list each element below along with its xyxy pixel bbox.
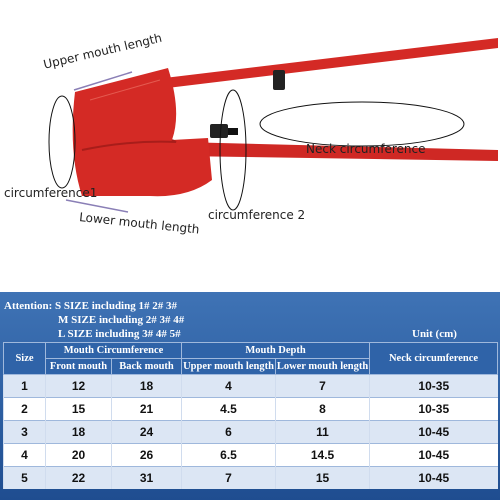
cell-neck-circumference: 10-45 [370, 421, 498, 444]
neck-circumference-ellipse [260, 102, 464, 146]
cell-size: 3 [4, 421, 46, 444]
circumference1-label: circumference1 [4, 186, 98, 200]
cell-lower-mouth-length: 15 [276, 467, 370, 490]
header-mouth-depth: Mouth Depth [182, 343, 370, 359]
cell-size: 5 [4, 467, 46, 490]
cell-front-mouth: 18 [46, 421, 112, 444]
cell-lower-mouth-length: 14.5 [276, 444, 370, 467]
strap-buckle [210, 124, 228, 138]
cell-back-mouth: 24 [112, 421, 182, 444]
cell-front-mouth: 20 [46, 444, 112, 467]
table-row [4, 398, 498, 421]
cell-front-mouth: 15 [46, 398, 112, 421]
attention-line-1: Attention: S SIZE including 1# 2# 3# [4, 300, 177, 312]
attention-line-3: L SIZE including 3# 4# 5# [58, 328, 181, 340]
neck-circumference-label: Neck circumference [306, 142, 426, 156]
cell-lower-mouth-length: 11 [276, 421, 370, 444]
cell-front-mouth: 22 [46, 467, 112, 490]
adjuster-slide [273, 70, 285, 90]
cell-lower-mouth-length: 7 [276, 375, 370, 398]
buckle-clip [228, 128, 238, 135]
cell-neck-circumference: 10-35 [370, 398, 498, 421]
cell-lower-mouth-length: 8 [276, 398, 370, 421]
size-chart [0, 292, 500, 500]
size-table [3, 342, 498, 489]
header-lower-mouth-length: Lower mouth length [276, 359, 370, 375]
cell-back-mouth: 21 [112, 398, 182, 421]
header-neck-circumference: Neck circumference [370, 343, 498, 375]
header-upper-mouth-length: Upper mouth length [182, 359, 276, 375]
cell-back-mouth: 26 [112, 444, 182, 467]
header-mouth-circumference: Mouth Circumference [46, 343, 182, 359]
circumference1-ellipse [49, 96, 75, 188]
unit-label: Unit (cm) [412, 328, 457, 340]
cell-upper-mouth-length: 4 [182, 375, 276, 398]
cell-neck-circumference: 10-45 [370, 444, 498, 467]
table-row [4, 467, 498, 490]
cell-neck-circumference: 10-35 [370, 375, 498, 398]
attention-line-2: M SIZE including 2# 3# 4# [58, 314, 185, 326]
cell-size: 2 [4, 398, 46, 421]
header-back-mouth: Back mouth [112, 359, 182, 375]
circumference2-label: circumference 2 [208, 208, 306, 222]
cell-neck-circumference: 10-45 [370, 467, 498, 490]
table-row [4, 444, 498, 467]
cell-back-mouth: 18 [112, 375, 182, 398]
cell-upper-mouth-length: 6.5 [182, 444, 276, 467]
muzzle-body [73, 68, 212, 196]
cell-upper-mouth-length: 7 [182, 467, 276, 490]
table-row [4, 375, 498, 398]
header-size: Size [4, 343, 46, 375]
lower-mouth-length-label: Lower mouth length [78, 210, 201, 237]
cell-size: 4 [4, 444, 46, 467]
upper-mouth-length-label: Upper mouth length [42, 30, 164, 72]
lower-length-guide [66, 200, 128, 212]
table-row [4, 421, 498, 444]
header-front-mouth: Front mouth [46, 359, 112, 375]
cell-upper-mouth-length: 6 [182, 421, 276, 444]
cell-front-mouth: 12 [46, 375, 112, 398]
cell-upper-mouth-length: 4.5 [182, 398, 276, 421]
cell-size: 1 [4, 375, 46, 398]
cell-back-mouth: 31 [112, 467, 182, 490]
